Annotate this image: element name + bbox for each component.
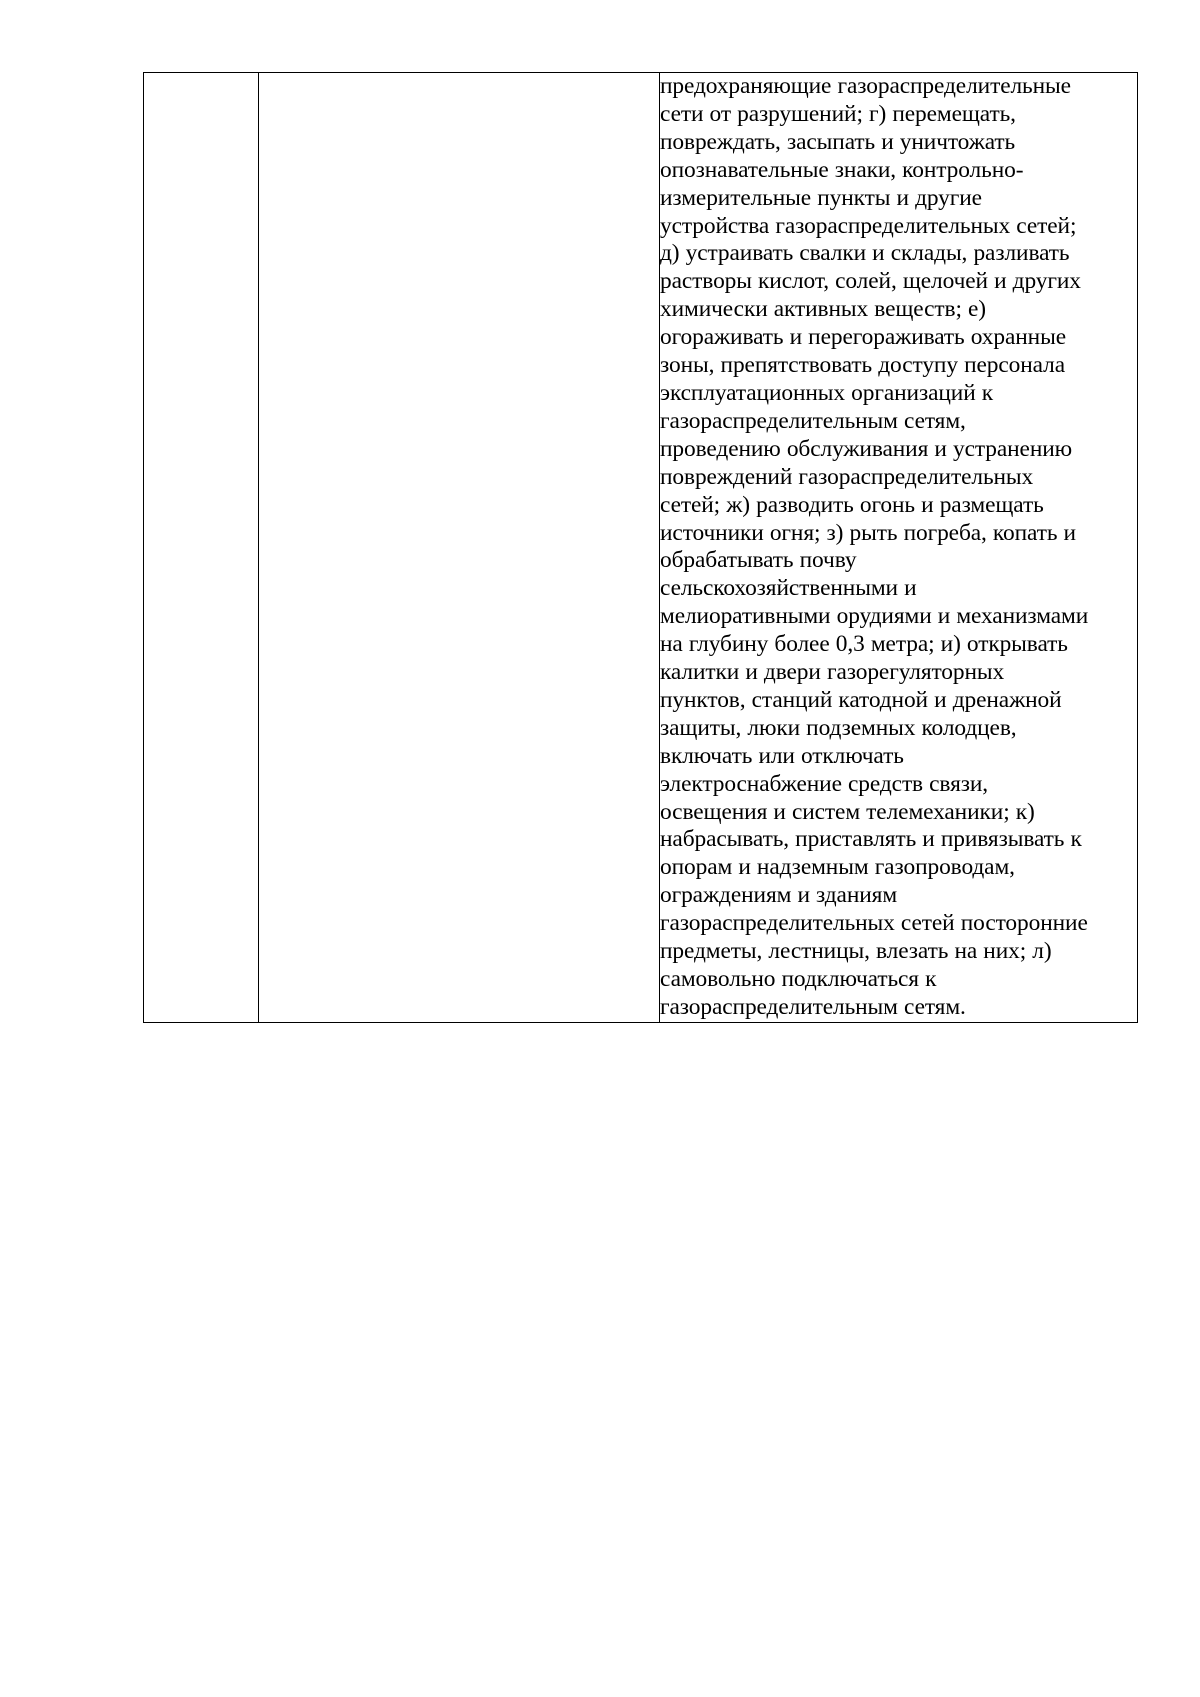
text-line: ограждениям и зданиям <box>660 882 898 909</box>
text-line: зоны, препятствовать доступу персонала <box>660 352 1066 379</box>
text-line: сельскохозяйственными и <box>660 575 917 602</box>
text-line: опорам и надземным газопроводам, <box>660 854 1015 881</box>
text-line: на глубину более 0,3 метра; и) открывать <box>660 631 1068 658</box>
text-line: обрабатывать почву <box>660 547 857 574</box>
text-line: самовольно подключаться к <box>660 966 937 992</box>
text-line: источники огня; з) рыть погреба, копать и <box>660 519 1076 546</box>
text-line: пунктов, станций катодной и дренажной <box>660 686 1062 713</box>
text-line: электроснабжение средств связи, <box>660 770 989 797</box>
text-line: д) устраивать свалки и склады, разливать <box>660 240 1070 267</box>
table-cell-object <box>259 73 660 1023</box>
text-line: измерительные пункты и другие <box>660 184 982 211</box>
requirements-table <box>143 72 1138 1023</box>
table-cell-restrictions <box>660 73 1138 1023</box>
text-line: сети от разрушений; г) перемещать, <box>660 100 1016 127</box>
text-line: проведению обслуживания и устранению <box>660 435 1073 462</box>
text-line: устройства газораспределительных сетей; <box>660 212 1077 239</box>
text-line: освещения и систем телемеханики; к) <box>660 798 1035 825</box>
text-line: химически активных веществ; е) <box>660 296 987 323</box>
text-line: газораспределительным сетям, <box>660 407 966 434</box>
text-line: калитки и двери газорегуляторных <box>660 659 1005 686</box>
text-line: набрасывать, приставлять и привязывать к <box>660 826 1082 853</box>
table-cell-number <box>144 73 259 1023</box>
text-line: включать или отключать <box>660 742 904 769</box>
restrictions-text <box>660 73 1137 1022</box>
text-line: защиты, люки подземных колодцев, <box>660 714 1017 741</box>
text-line: газораспределительных сетей посторонние <box>660 910 1088 937</box>
text-line: эксплуатационных организаций к <box>660 379 994 406</box>
text-line: растворы кислот, солей, щелочей и других <box>660 268 1081 295</box>
text-line: опознавательные знаки, контрольно- <box>660 156 1024 183</box>
text-line: повреждать, засыпать и уничтожать <box>660 128 1016 155</box>
text-line: сетей; ж) разводить огонь и размещать <box>660 491 1044 518</box>
table-row <box>144 73 1138 1023</box>
text-line: мелиоративными орудиями и механизмами <box>660 603 1089 630</box>
text-line: предохраняющие газораспределительные <box>660 73 1071 99</box>
text-line: повреждений газораспределительных <box>660 463 1034 490</box>
text-line: газораспределительным сетям. <box>660 993 966 1020</box>
text-line: огораживать и перегораживать охранные <box>660 324 1066 351</box>
text-line: предметы, лестницы, влезать на них; л) <box>660 938 1052 965</box>
